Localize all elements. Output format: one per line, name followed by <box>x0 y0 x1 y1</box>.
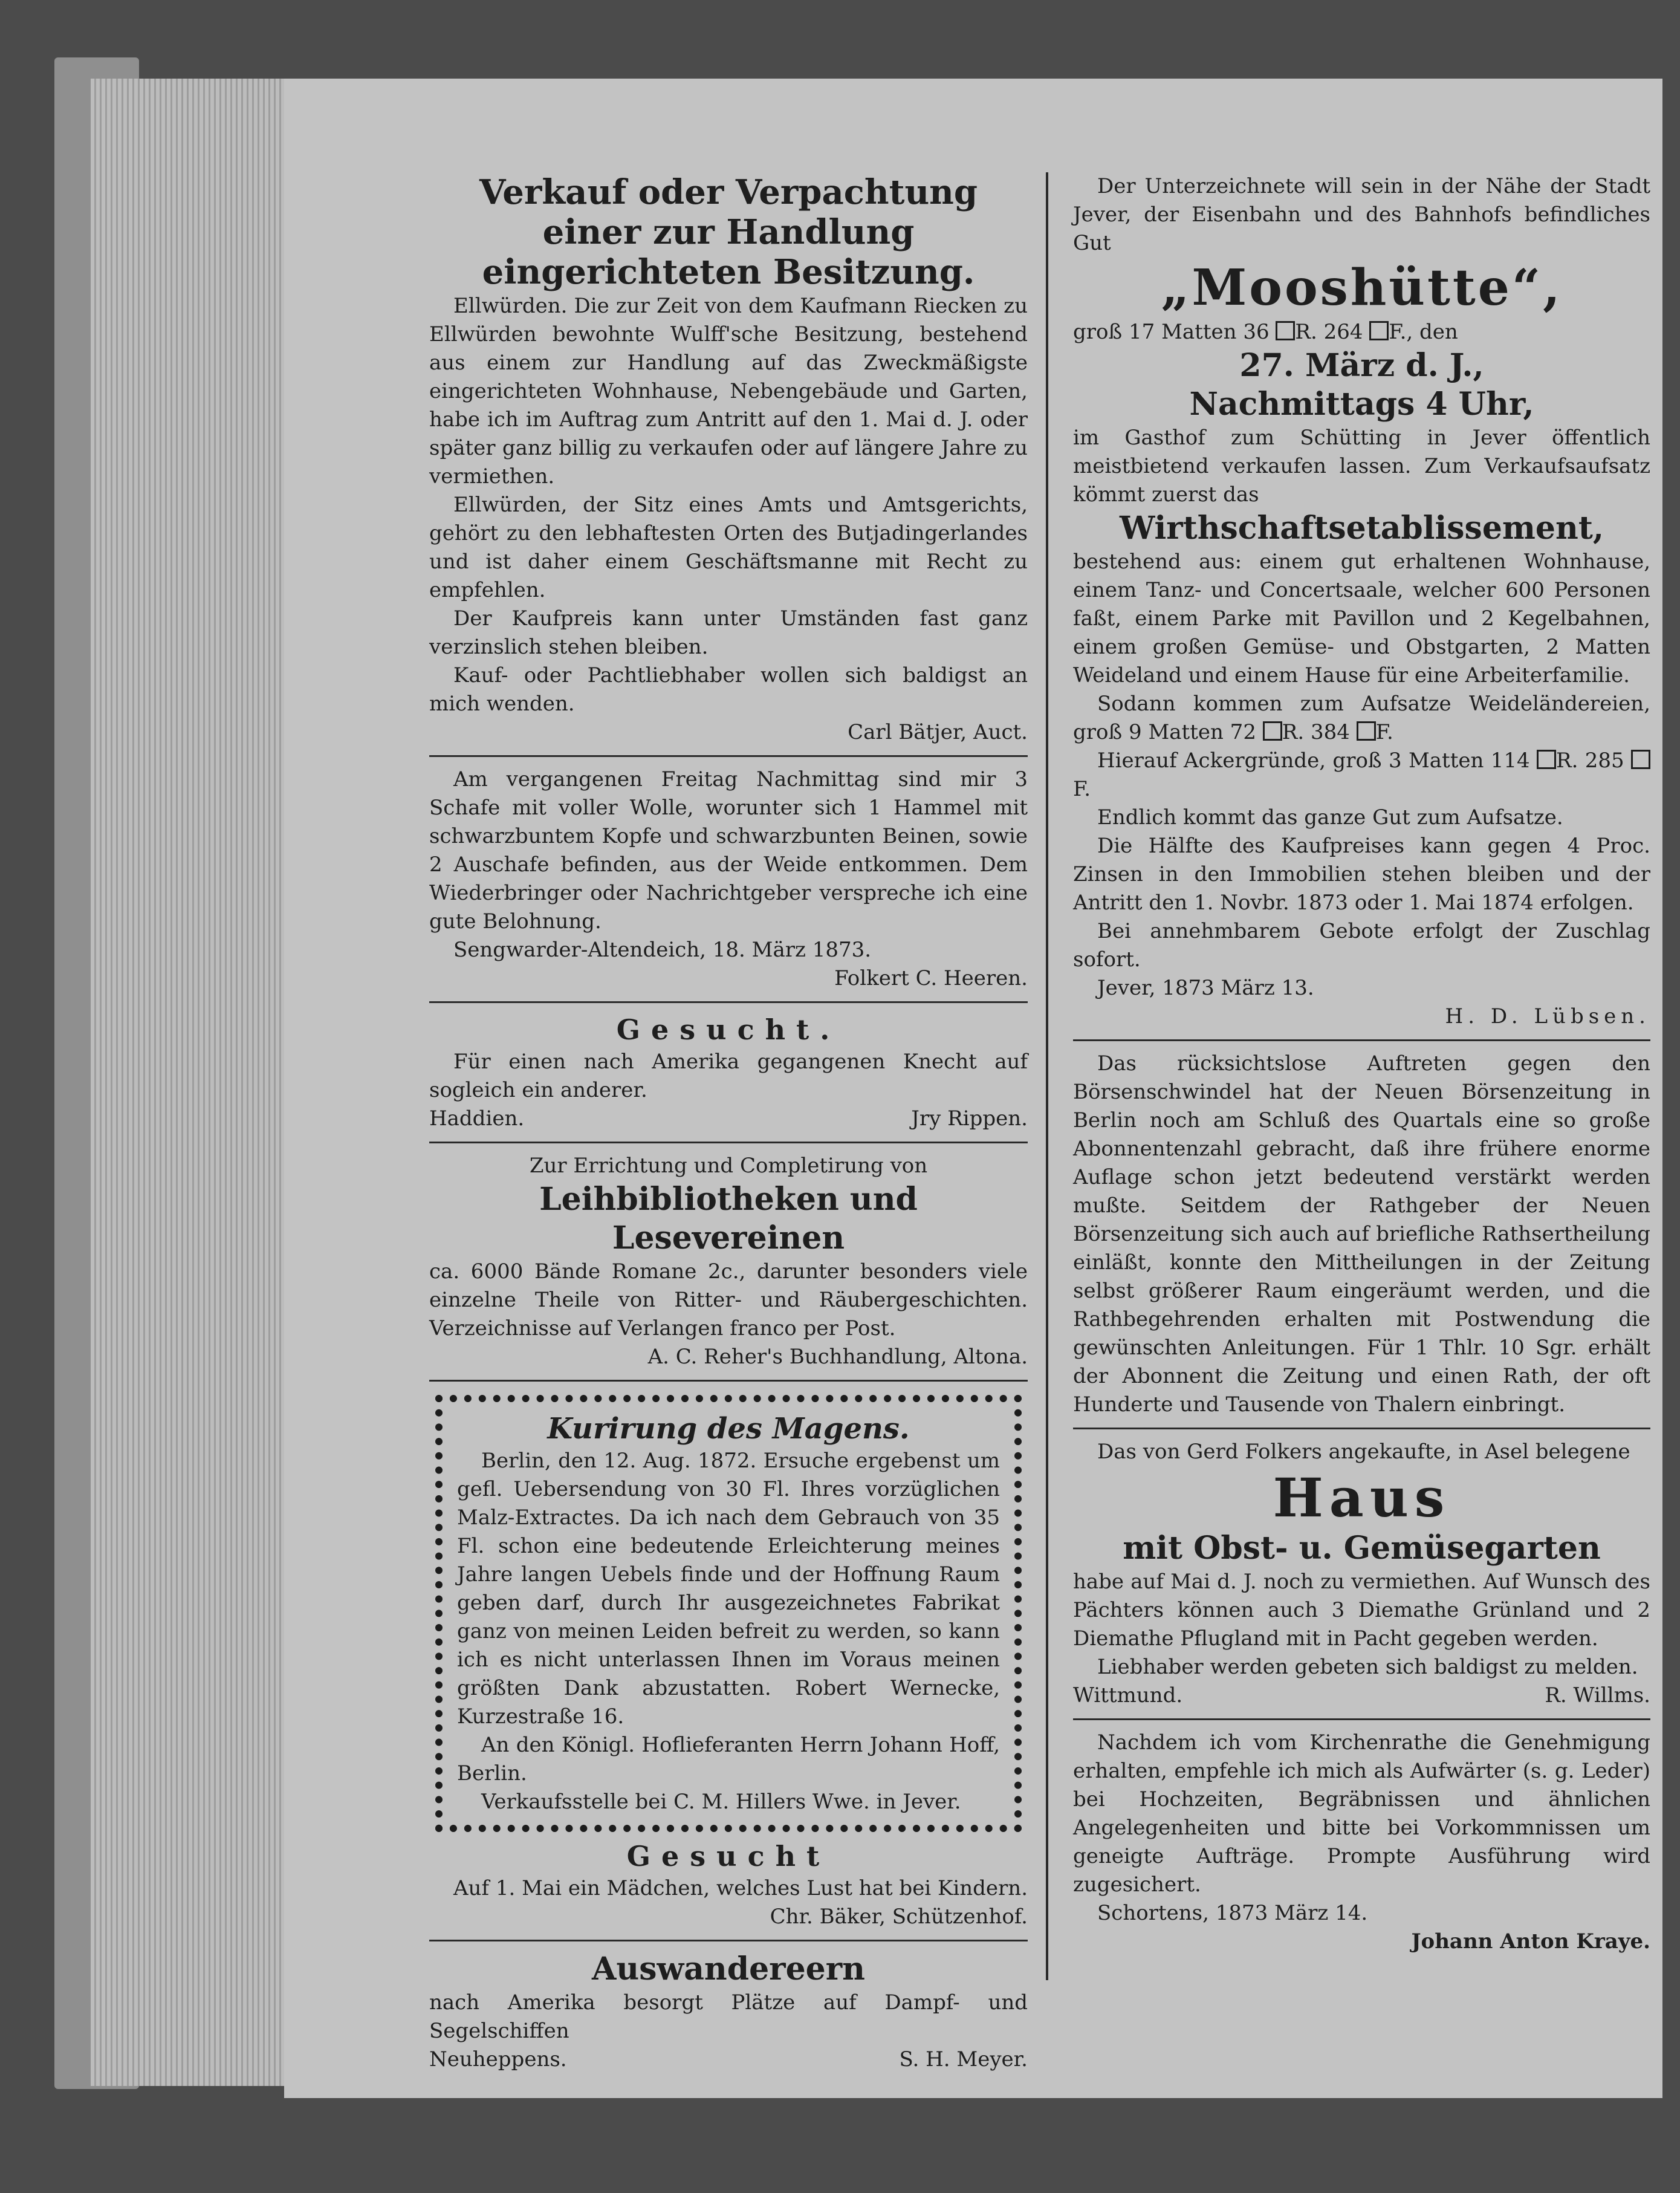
rule <box>1073 1428 1650 1429</box>
square-symbol <box>1369 321 1389 340</box>
rule <box>429 1940 1028 1941</box>
square-symbol <box>1276 321 1295 340</box>
ad-subtitle: Wirthschaftsetablissement, <box>1120 510 1604 547</box>
ad-title: Gesucht. <box>616 1013 841 1046</box>
ad-intro: Der Unterzeichnete will sein in der Nähe der Stadt Jever, der Eisenbahn und des Bahnhofs befindliches Gut <box>1073 174 1650 255</box>
ad-wanted-maid <box>429 1838 1028 1931</box>
ad-signature: S. H. Meyer. <box>899 2047 1028 2071</box>
ad-intro: Das von Gerd Folkers angekaufte, in Asel belegene <box>1097 1440 1630 1464</box>
rule <box>429 1001 1028 1003</box>
square-symbol <box>1263 721 1282 741</box>
ad-servant-offer <box>1073 1729 1650 1956</box>
ad-sale-ellwuerden <box>429 172 1028 747</box>
ad-text: Ellwürden. Die zur Zeit von dem Kaufmann Riecken zu Ellwürden bewohnte Wulff'sche Besitzung, bestehend aus einem zur Handlung auf das Zweckmäßigste eingerichteten Wohnhause, Nebengebäude und Garten, habe ich im Auftrag zum Antritt auf den 1. Mai d. J. oder später ganz billig zu verkaufen oder auf längere Jahre zu vermiethen. <box>429 294 1028 489</box>
ad-text: im Gasthof zum Schütting in Jever öffentlich meistbietend verkaufen lassen. Zum Verkaufsaufsatz kömmt zuerst das <box>1073 426 1650 507</box>
ad-text: Die Hälfte des Kaufpreises kann gegen 4 Proc. Zinsen in den Immobilien stehen bleiben und der Antritt den 1. Novbr. 1873 oder 1. Mai 1874 erfolgen. <box>1073 834 1650 915</box>
rule <box>429 1380 1028 1382</box>
ad-text: Das rücksichtslose Auftreten gegen den Börsenschwindel hat der Neuen Börsenzeitung in Berlin noch am Schluß des Quartals eine so große Abonnentenzahl gebracht, daß ihre frühere enorme Auflage schon jetzt bedeutend verstärkt werden mußte. Seitdem der Rathgeber der Neuen Börsenzeitung sich auch auf briefliche Rathsertheilung einläßt, konnte den Mittheilungen in der Zeitung selbst größerer Raum eingeräumt werden, und die Rathbegehrenden erhalten mit Postwendung die gewünschten Anleitungen. Für 1 Thlr. 10 Sgr. erhält der Abonnent die Zeitung und einen Rath, der oft Hunderte und Tausende von Thalern einbringt. <box>1073 1051 1650 1417</box>
ad-text: Liebhaber werden gebeten sich baldigst zu melden. <box>1097 1655 1638 1679</box>
ad-signature: H. D. Lübsen. <box>1445 1004 1650 1028</box>
size-text: F., den <box>1389 320 1458 344</box>
ad-title: Haus <box>1273 1466 1451 1529</box>
ad-emigrants <box>429 1950 1028 2074</box>
ad-title: Kurirung des Magens. <box>547 1412 910 1446</box>
ad-text: Berlin, den 12. Aug. 1872. Ersuche ergebenst um gefl. Uebersendung von 30 Fl. Ihres vorzüglichen Malz-Extractes. Da ich nach dem Gebrauch von 35 Fl. schon eine bedeutende Erleichterung meines Jahre langen Uebels finde und der Hoffnung Raum geben darf, durch Ihr ausgezeichnetes Fabrikat ganz von meinen Leiden befreit zu werden, so kann ich es nicht unterlassen Ihnen im Voraus meinen größten Dank abzustatten. Robert Wernecke, Kurzestraße 16. <box>457 1449 1000 1729</box>
text-span: Sodann kommen zum Aufsatze Weideländereien, groß 9 Matten 72 <box>1073 692 1650 744</box>
text-span: R. 384 <box>1282 720 1350 744</box>
rule <box>429 755 1028 757</box>
ad-text <box>1073 690 1650 747</box>
square-symbol <box>1537 750 1556 769</box>
ad-title: Gesucht <box>626 1840 831 1873</box>
text-span: Hierauf Ackergründe, groß 3 Matten 114 <box>1097 749 1530 773</box>
ad-text <box>1073 747 1650 804</box>
ad-time: Nachmittags 4 Uhr, <box>1189 386 1534 423</box>
ad-place-date: Schortens, 1873 März 14. <box>1097 1901 1368 1925</box>
ad-place-date: Jever, 1873 März 13. <box>1097 976 1314 1000</box>
left-column <box>429 172 1028 2074</box>
ad-text: Ellwürden, der Sitz eines Amts und Amtsgerichts, gehört zu den lebhaftesten Orten des Butjadingerlandes und ist daher einem Geschäftsmanne mit Recht zu empfehlen. <box>429 493 1028 602</box>
rule <box>429 1142 1028 1143</box>
ad-text: Der Kaufpreis kann unter Umständen fast ganz verzinslich stehen bleiben. <box>429 606 1028 659</box>
ad-signature: Folkert C. Heeren. <box>834 966 1028 990</box>
ad-text: Bei annehmbarem Gebote erfolgt der Zuschlag sofort. <box>1073 919 1650 972</box>
text-span: R. 285 <box>1556 749 1624 773</box>
ad-place: Wittmund. <box>1073 1683 1183 1707</box>
ad-wanted-servant <box>429 1012 1028 1133</box>
ad-auction-mooshuette <box>1073 172 1650 1031</box>
ad-signature: Chr. Bäker, Schützenhof. <box>770 1905 1028 1929</box>
column-divider <box>1046 172 1048 1980</box>
ad-signature: Carl Bätjer, Auct. <box>848 720 1028 744</box>
rule <box>1073 1718 1650 1720</box>
ad-boersenzeitung <box>1073 1050 1650 1419</box>
ad-text: An den Königl. Hoflieferanten Herrn Johann Hoff, Berlin. <box>457 1733 1000 1785</box>
ad-signature: A. C. Reher's Buchhandlung, Altona. <box>647 1345 1028 1369</box>
size-text: R. 264 <box>1295 320 1363 344</box>
ad-text: Für einen nach Amerika gegangenen Knecht auf sogleich ein anderer. <box>429 1050 1028 1102</box>
ad-text: habe auf Mai d. J. noch zu vermiethen. Auf Wunsch des Pächters können auch 3 Diemathe Grünland und 2 Diemathe Pflugland mit in Pacht gegeben werden. <box>1073 1570 1650 1651</box>
ad-text: Verkaufsstelle bei C. M. Hillers Wwe. in Jever. <box>481 1790 961 1814</box>
ad-title: Auswandereern <box>592 1951 865 1987</box>
ad-place-date: Sengwarder-Altendeich, 18. März 1873. <box>453 938 872 962</box>
ad-signature: R. Willms. <box>1545 1683 1650 1707</box>
ad-intro: Zur Errichtung und Completirung von <box>529 1154 928 1178</box>
ad-subtitle: mit Obst- u. Gemüsegarten <box>1123 1530 1601 1567</box>
ad-text: Am vergangenen Freitag Nachmittag sind mir 3 Schafe mit voller Wolle, worunter sich 1 Hammel mit schwarzbuntem Kopfe und schwarzbunten Beinen, sowie 2 Auschafe befinden, aus der Weide entkommen. Dem Wiederbringer oder Nachrichtgeber verspreche ich eine gute Belohnung. <box>429 767 1028 934</box>
ad-lending-library <box>429 1152 1028 1371</box>
ad-house-rent <box>1073 1438 1650 1710</box>
right-column <box>1073 172 1650 1956</box>
ad-text: Endlich kommt das ganze Gut zum Aufsatze. <box>1097 805 1563 830</box>
ad-title: Leihbibliotheken und Lesevereinen <box>539 1181 918 1256</box>
page-edges <box>91 79 290 2086</box>
size-text: groß 17 Matten 36 <box>1073 320 1270 344</box>
ad-title: Verkauf oder Verpachtung einer zur Handlung eingerichteten Besitzung. <box>479 172 978 292</box>
ad-size <box>1073 318 1650 346</box>
ad-text: Auf 1. Mai ein Mädchen, welches Lust hat bei Kindern. <box>453 1876 1028 1900</box>
ad-date: 27. März d. J., <box>1239 347 1484 384</box>
ad-signature: Jry Rippen. <box>911 1106 1028 1131</box>
text-span: F. <box>1073 777 1091 801</box>
square-symbol <box>1631 750 1650 769</box>
ad-text: nach Amerika besorgt Plätze auf Dampf- und Segelschiffen <box>429 1990 1028 2043</box>
ad-place: Haddien. <box>429 1106 525 1131</box>
text-span: F. <box>1375 720 1393 744</box>
ad-malt-extract-frame <box>435 1395 1022 1832</box>
square-symbol <box>1357 721 1376 741</box>
ad-text: Kauf- oder Pachtliebhaber wollen sich baldigst an mich wenden. <box>429 663 1028 716</box>
ad-lost-sheep <box>429 765 1028 993</box>
ad-text: ca. 6000 Bände Romane 2c., darunter besonders viele einzelne Theile von Ritter- und Räubergeschichten. Verzeichnisse auf Verlangen franco per Post. <box>429 1259 1028 1340</box>
ad-text: bestehend aus: einem gut erhaltenen Wohnhause, einem Tanz- und Concertsaale, welcher 600 Personen faßt, einem Parke mit Pavillon und 2 Kegelbahnen, einem großen Gemüse- und Obstgarten, 2 Matten Weideland und einem Hause für eine Arbeiterfamilie. <box>1073 550 1650 687</box>
ad-text: Nachdem ich vom Kirchenrathe die Genehmigung erhalten, empfehle ich mich als Aufwärter (s. g. Leder) bei Hochzeiten, Begräbnissen und ähnlichen Angelegenheiten und bitte bei Vorkommnissen um geneigte Aufträge. Prompte Ausführung wird zugesichert. <box>1073 1730 1650 1897</box>
ad-signature: Johann Anton Kraye. <box>1411 1929 1650 1954</box>
ad-place: Neuheppens. <box>429 2047 567 2071</box>
rule <box>1073 1039 1650 1041</box>
ad-title: „Mooshütte“, <box>1161 259 1563 317</box>
